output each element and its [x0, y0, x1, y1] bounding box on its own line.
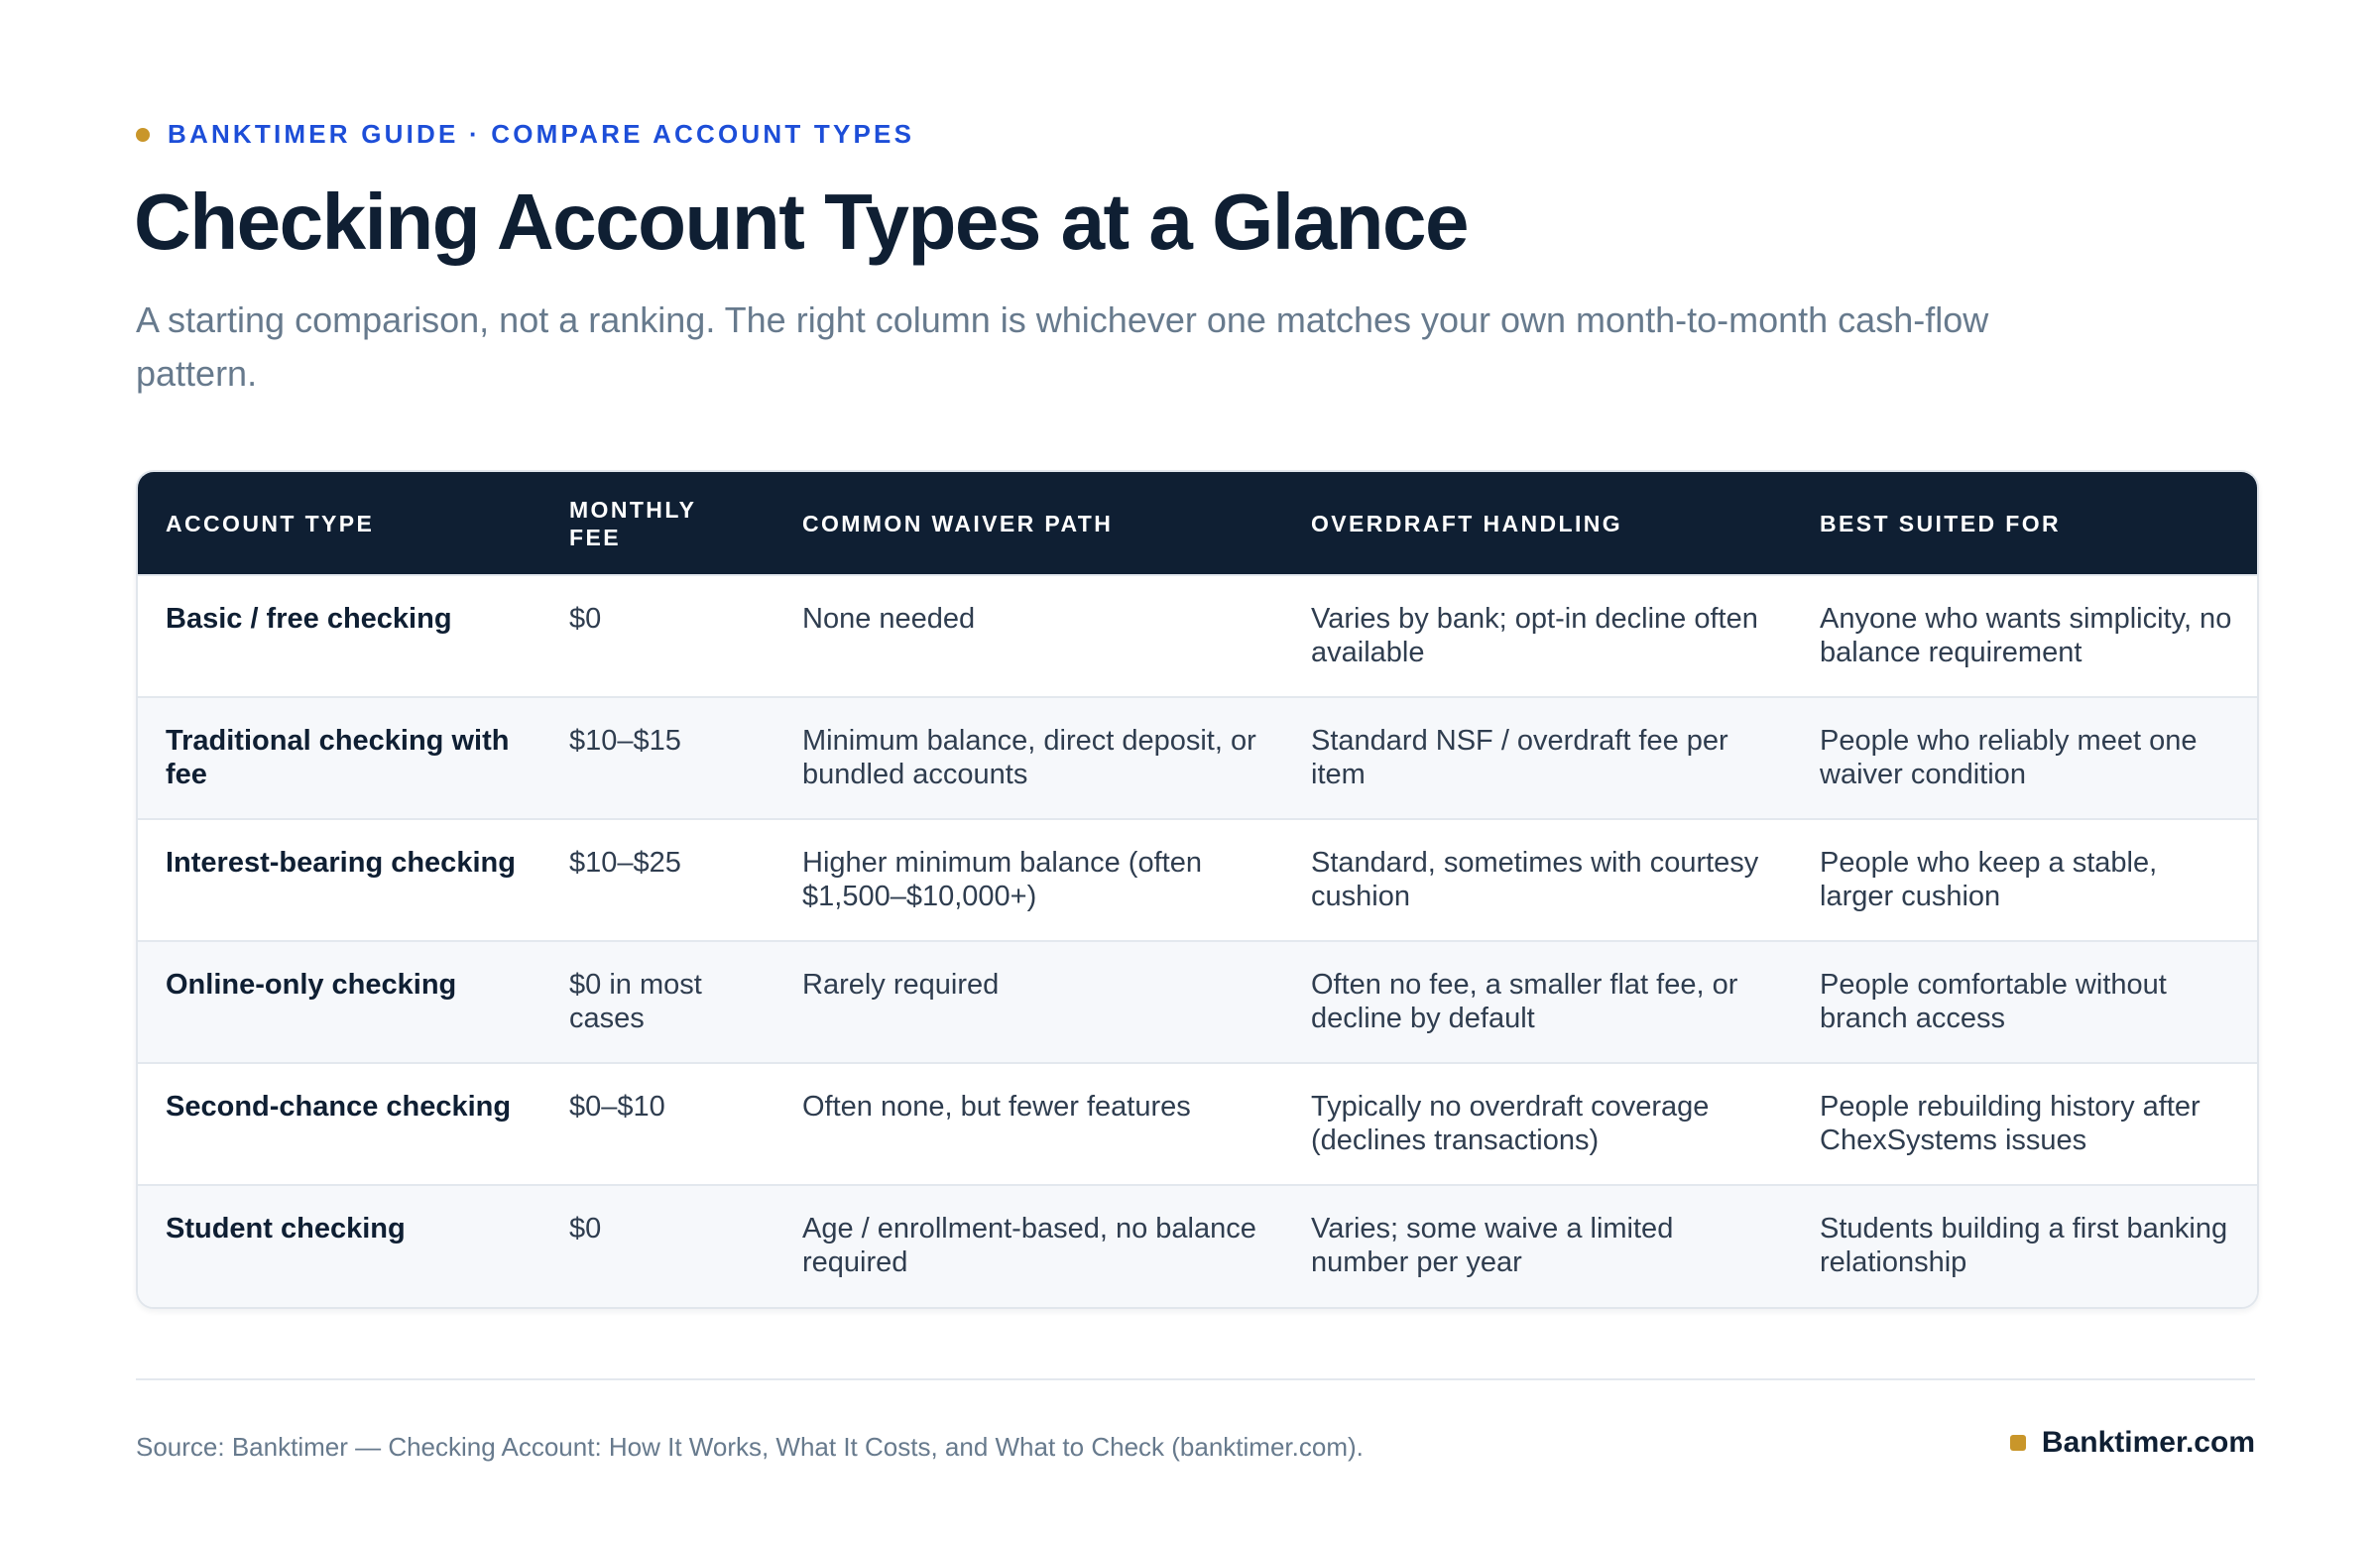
column-header-monthly-fee: MONTHLY FEE: [569, 496, 696, 550]
cell-overdraft-handling: Standard, sometimes with courtesy cushion: [1311, 847, 1759, 912]
column-header-best-suited-for: BEST SUITED FOR: [1820, 510, 2062, 536]
cell-best-suited-for: People who reliably meet one waiver condition: [1820, 725, 2198, 790]
cell-overdraft-handling: Varies; some waive a limited number per year: [1311, 1213, 1674, 1278]
cell-monthly-fee: $10–$15: [569, 725, 681, 757]
cell-account-type: Second-chance checking: [166, 1091, 512, 1123]
cell-monthly-fee: $0–$10: [569, 1091, 665, 1123]
cell-account-type: Online-only checking: [166, 969, 457, 1001]
table-row: [138, 941, 2257, 1063]
footer-divider: [136, 1378, 2255, 1380]
cell-account-type: Basic / free checking: [166, 603, 452, 635]
cell-monthly-fee: $10–$25: [569, 847, 681, 879]
cell-best-suited-for: People rebuilding history after ChexSystems issues: [1820, 1091, 2201, 1156]
page-subtitle: A starting comparison, not a ranking. The right column is whichever one matches your own month-to-month cash-flow pattern.: [136, 299, 1989, 394]
table-row: [138, 1185, 2257, 1307]
page-title: Checking Account Types at a Glance: [134, 178, 1468, 266]
cell-overdraft-handling: Varies by bank; opt-in decline often available: [1311, 603, 1758, 668]
table-row: [138, 1063, 2257, 1185]
cell-best-suited-for: Students building a first banking relationship: [1820, 1213, 2228, 1278]
cell-best-suited-for: People who keep a stable, larger cushion: [1820, 847, 2158, 912]
column-header-account-type: ACCOUNT TYPE: [166, 510, 375, 536]
cell-waiver-path: Rarely required: [802, 969, 1000, 1001]
cell-monthly-fee: $0: [569, 603, 602, 635]
cell-overdraft-handling: Standard NSF / overdraft fee per item: [1311, 725, 1728, 790]
cell-waiver-path: Minimum balance, direct deposit, or bundled accounts: [802, 725, 1256, 790]
cell-account-type: Interest-bearing checking: [166, 847, 516, 879]
comparison-table: [136, 470, 2259, 1309]
cell-best-suited-for: People comfortable without branch access: [1820, 969, 2167, 1034]
eyebrow: [136, 119, 914, 150]
cell-overdraft-handling: Often no fee, a smaller flat fee, or decline by default: [1311, 969, 1738, 1034]
eyebrow-label: BANKTIMER GUIDE · COMPARE ACCOUNT TYPES: [168, 119, 915, 149]
column-header-waiver-path: COMMON WAIVER PATH: [802, 510, 1114, 536]
cell-account-type: Student checking: [166, 1213, 406, 1245]
cell-monthly-fee: $0 in most cases: [569, 969, 702, 1034]
cell-monthly-fee: $0: [569, 1213, 602, 1245]
table-row: [138, 697, 2257, 819]
table-row: [138, 575, 2257, 697]
table-row: [138, 819, 2257, 941]
table-header-row: [138, 472, 2257, 575]
gold-square-icon: [2010, 1435, 2026, 1451]
cell-best-suited-for: Anyone who wants simplicity, no balance requirement: [1820, 603, 2232, 668]
source-note: Source: Banktimer — Checking Account: How It Works, What It Costs, and What to Check (banktimer.com).: [136, 1432, 1364, 1462]
gold-dot-icon: [136, 128, 150, 142]
brand-mark: [2010, 1426, 2255, 1460]
cell-waiver-path: Age / enrollment-based, no balance required: [802, 1213, 1256, 1278]
brand-label: Banktimer.com: [2041, 1426, 2255, 1459]
cell-overdraft-handling: Typically no overdraft coverage (declines transactions): [1311, 1091, 1710, 1156]
cell-waiver-path: Often none, but fewer features: [802, 1091, 1191, 1123]
cell-waiver-path: Higher minimum balance (often $1,500–$10,000+): [802, 847, 1202, 912]
cell-account-type: Traditional checking with fee: [166, 725, 510, 790]
cell-waiver-path: None needed: [802, 603, 976, 635]
column-header-overdraft-handling: OVERDRAFT HANDLING: [1311, 510, 1623, 536]
